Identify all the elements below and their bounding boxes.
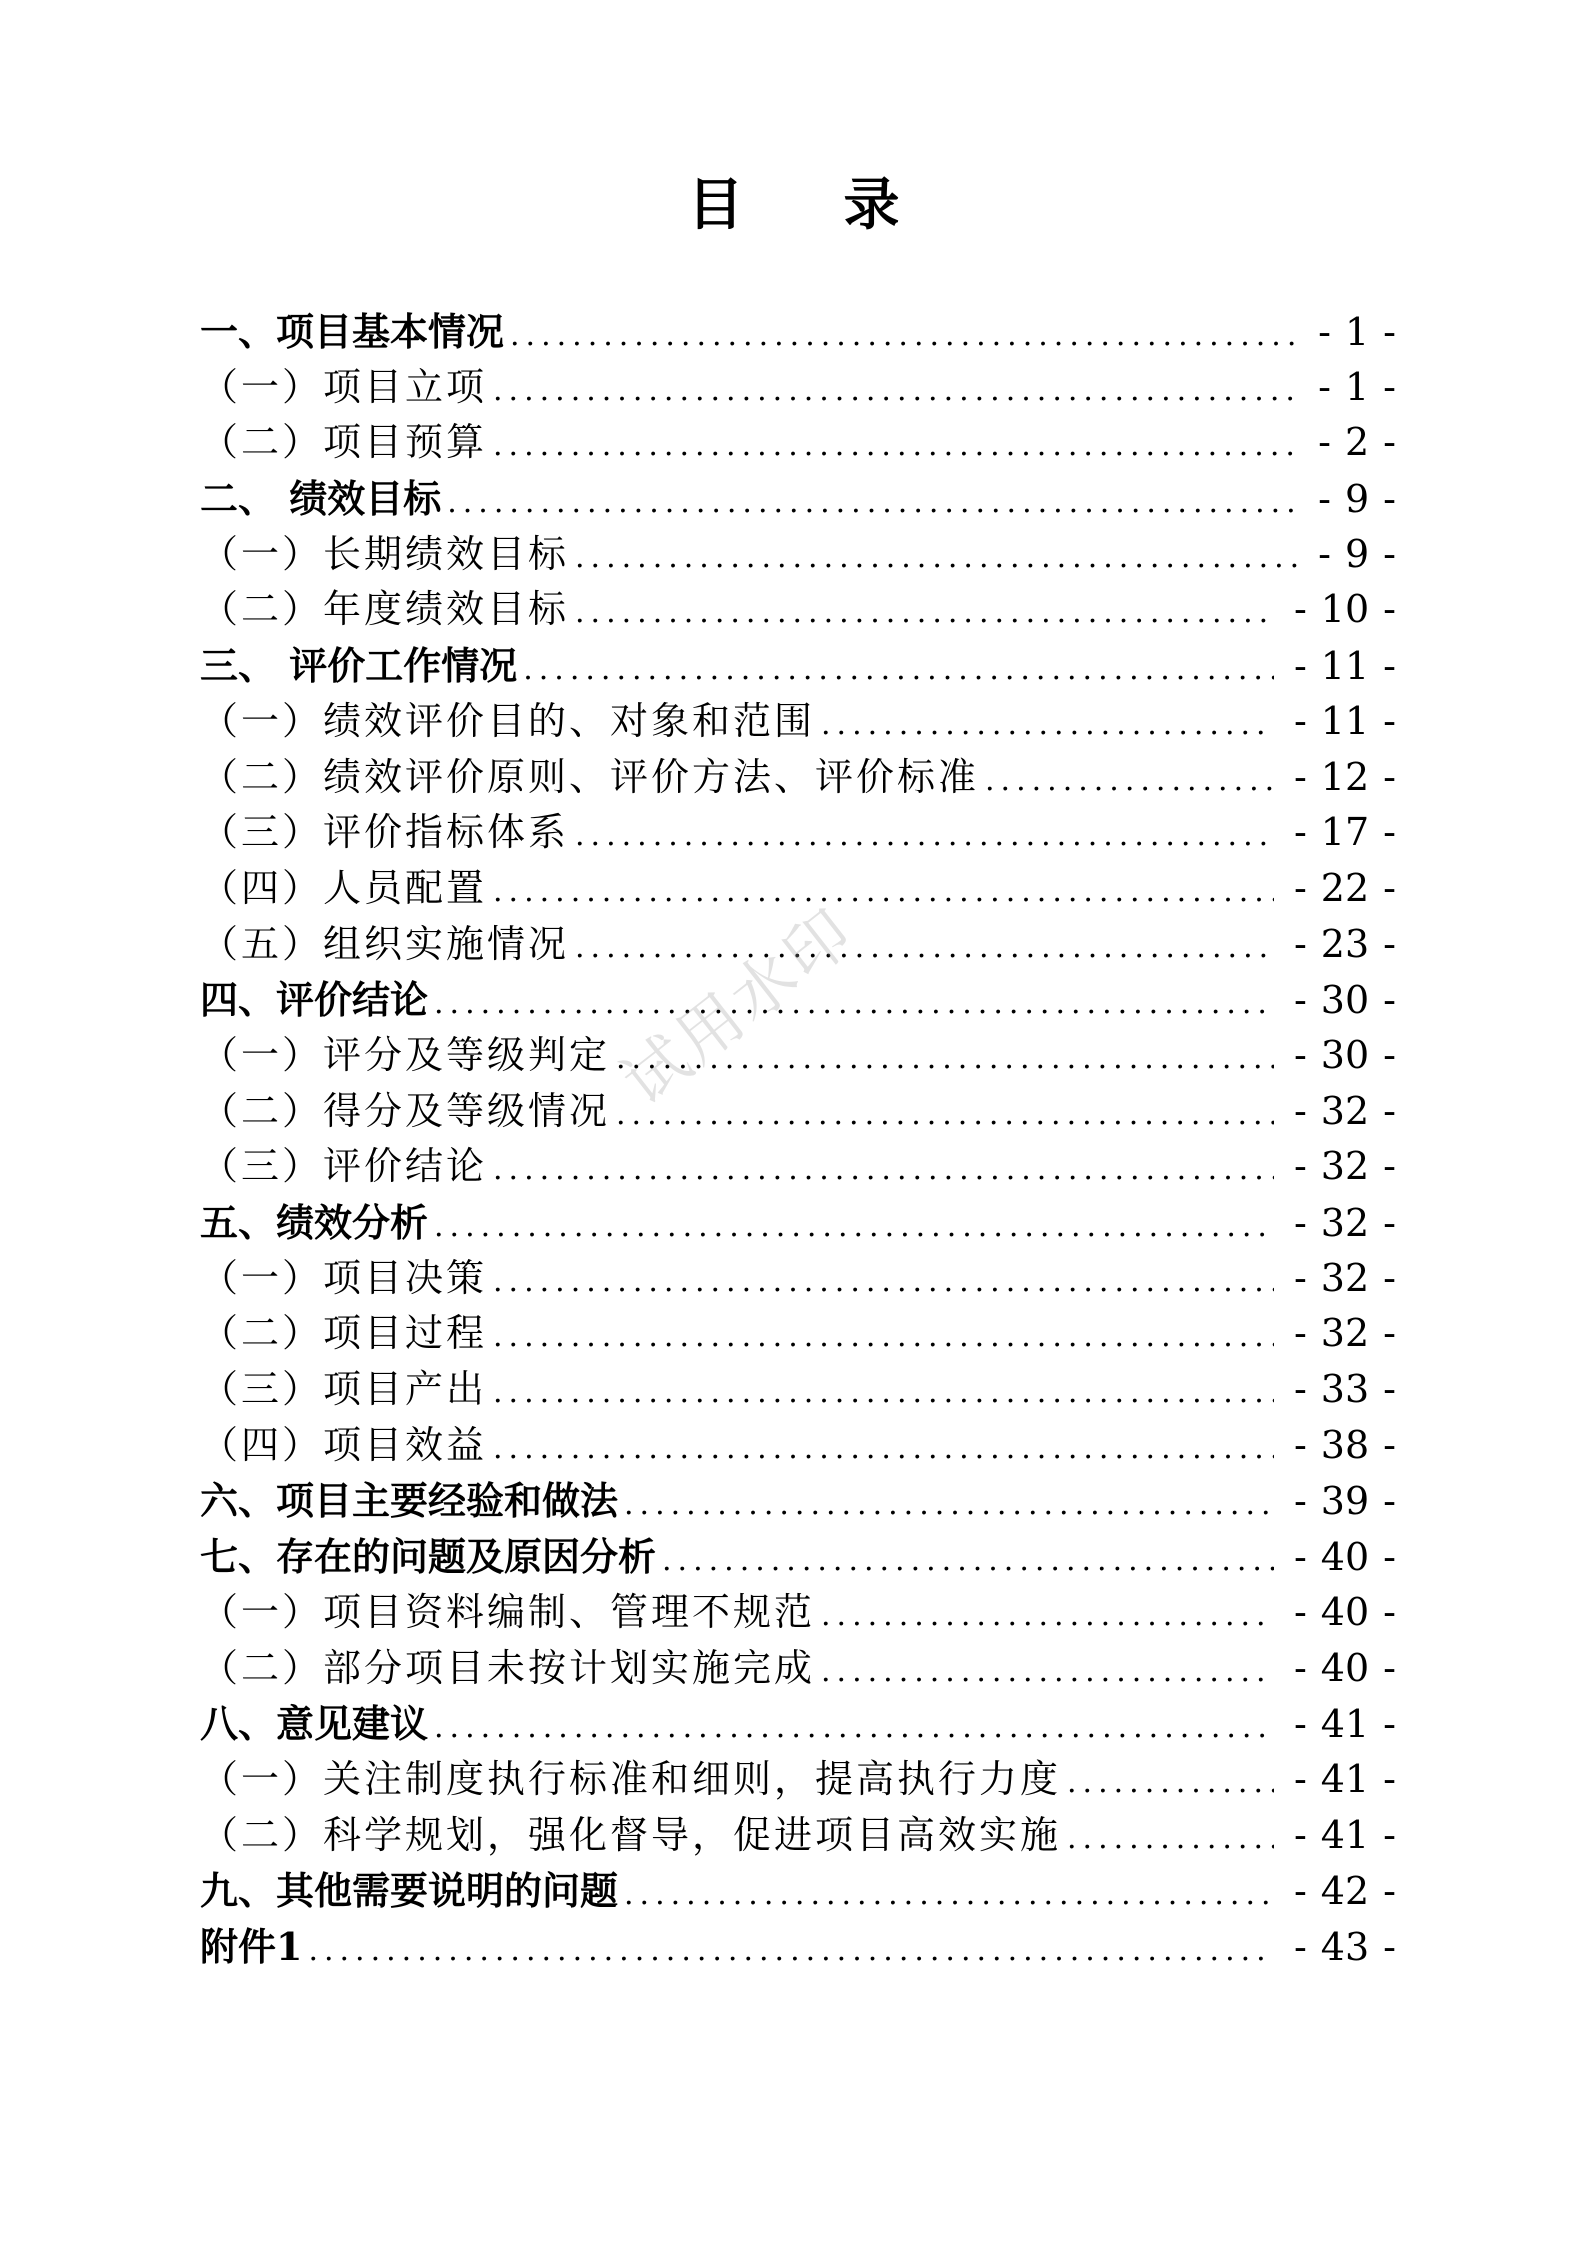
toc-entry[interactable] bbox=[200, 1139, 1410, 1195]
toc-entry-label: （二）得分及等级情况 bbox=[200, 1088, 611, 1133]
toc-entry[interactable] bbox=[200, 638, 1410, 694]
page-number: 32 bbox=[1320, 1088, 1370, 1133]
page-dash-prefix: - bbox=[1293, 865, 1307, 910]
toc-entry-label: 六、项目主要经验和做法 bbox=[200, 1478, 619, 1524]
toc-entry[interactable] bbox=[200, 1084, 1410, 1140]
toc-entry[interactable] bbox=[200, 805, 1410, 861]
page-dash-suffix: - bbox=[1383, 1812, 1396, 1857]
page-dash-suffix: - bbox=[1383, 1924, 1396, 1969]
toc-entry-page-number bbox=[1280, 917, 1410, 973]
page-dash-prefix: - bbox=[1293, 1201, 1307, 1245]
page-dash-prefix: - bbox=[1293, 1088, 1307, 1133]
page-dash-prefix: - bbox=[1293, 1032, 1307, 1077]
toc-entry-page-number bbox=[1280, 1585, 1410, 1641]
toc-entry[interactable] bbox=[200, 582, 1410, 638]
toc-entry[interactable] bbox=[200, 1028, 1410, 1084]
toc-entry-label: 八、意见建议 bbox=[200, 1701, 429, 1747]
page-dash-prefix: - bbox=[1293, 1311, 1307, 1356]
page-number: 41 bbox=[1320, 1756, 1370, 1801]
toc-entry-label: （三）项目产出 bbox=[200, 1367, 488, 1412]
page-dash-prefix: - bbox=[1318, 364, 1331, 409]
toc-dot-leader bbox=[493, 363, 1298, 419]
toc-dot-leader bbox=[1067, 1755, 1274, 1811]
toc-entry-page-number bbox=[1280, 1641, 1410, 1697]
toc-dot-leader bbox=[434, 1199, 1274, 1255]
toc-entry-label: （二）项目预算 bbox=[200, 420, 488, 465]
toc-entry-page-number bbox=[1280, 639, 1410, 695]
page-dash-prefix: - bbox=[1293, 644, 1307, 689]
toc-entry[interactable] bbox=[200, 750, 1410, 806]
toc-title-char-1: 目 bbox=[687, 172, 744, 238]
toc-dot-leader bbox=[308, 1923, 1274, 1979]
page-number: 41 bbox=[1320, 1702, 1370, 1747]
page-number: 42 bbox=[1320, 1869, 1370, 1914]
page-dash-suffix: - bbox=[1383, 1367, 1396, 1412]
toc-entry-page-number bbox=[1280, 1251, 1410, 1307]
toc-dot-leader bbox=[821, 1588, 1274, 1644]
toc-dot-leader bbox=[434, 976, 1274, 1032]
page-dash-suffix: - bbox=[1383, 1535, 1396, 1580]
toc-entry-page-number bbox=[1280, 1752, 1410, 1808]
page-dash-suffix: - bbox=[1383, 865, 1396, 910]
toc-dot-leader bbox=[493, 1365, 1274, 1421]
page-dash-prefix: - bbox=[1293, 1869, 1307, 1914]
toc-entry-label: 三、 评价工作情况 bbox=[200, 643, 518, 689]
page-number: 32 bbox=[1320, 1201, 1370, 1245]
toc-dot-leader bbox=[624, 1867, 1274, 1923]
toc-entry-label: （二）部分项目未按计划实施完成 bbox=[200, 1645, 816, 1690]
toc-entry[interactable] bbox=[200, 1418, 1410, 1474]
toc-entry-page-number bbox=[1280, 973, 1410, 1029]
toc-entry[interactable] bbox=[200, 471, 1410, 527]
toc-entry-page-number bbox=[1280, 582, 1410, 638]
toc-entry-page-number bbox=[1280, 861, 1410, 917]
page-number: 23 bbox=[1320, 921, 1370, 966]
toc-dot-leader bbox=[1067, 1811, 1274, 1867]
page-number: 1 bbox=[1344, 364, 1370, 409]
page-dash-prefix: - bbox=[1293, 698, 1307, 743]
page-dash-prefix: - bbox=[1293, 978, 1307, 1023]
toc-entry-label: （二）年度绩效目标 bbox=[200, 587, 570, 632]
toc-entry-label: （三）评价结论 bbox=[200, 1144, 488, 1189]
toc-entry-page-number bbox=[1280, 1084, 1410, 1140]
page-dash-prefix: - bbox=[1293, 1144, 1307, 1189]
toc-dot-leader bbox=[616, 1031, 1274, 1087]
page-dash-prefix: - bbox=[1293, 754, 1307, 799]
toc-entry-page-number bbox=[1280, 1139, 1410, 1195]
toc-entry[interactable] bbox=[200, 1919, 1410, 1975]
page-number: 12 bbox=[1320, 754, 1370, 799]
toc-entry-page-number bbox=[1280, 1028, 1410, 1084]
page-dash-prefix: - bbox=[1293, 587, 1307, 632]
toc-entry-label: （一）绩效评价目的、对象和范围 bbox=[200, 698, 816, 743]
page-dash-suffix: - bbox=[1383, 1756, 1396, 1801]
page-number: 11 bbox=[1320, 644, 1370, 689]
toc-dot-leader bbox=[493, 1309, 1274, 1365]
toc-dot-leader bbox=[821, 1644, 1274, 1700]
page-number: 32 bbox=[1320, 1255, 1370, 1300]
page-dash-suffix: - bbox=[1383, 1645, 1396, 1690]
page-dash-suffix: - bbox=[1383, 644, 1396, 689]
toc-entry-label: （一）关注制度执行标准和细则，提高执行力度 bbox=[200, 1756, 1062, 1801]
toc-entry-label: （二）科学规划，强化督导，促进项目高效实施 bbox=[200, 1812, 1062, 1857]
toc-entry[interactable] bbox=[200, 360, 1410, 416]
page-dash-prefix: - bbox=[1293, 1535, 1307, 1580]
toc-entry-label: （二）项目过程 bbox=[200, 1311, 488, 1356]
page-dash-suffix: - bbox=[1383, 531, 1396, 576]
toc-entry-page-number bbox=[1304, 305, 1410, 361]
page-dash-suffix: - bbox=[1383, 1869, 1396, 1914]
page-dash-suffix: - bbox=[1383, 1589, 1396, 1634]
toc-entry-page-number bbox=[1280, 1418, 1410, 1474]
page-number: 33 bbox=[1320, 1367, 1370, 1412]
page-number: 38 bbox=[1320, 1422, 1370, 1467]
toc-dot-leader bbox=[434, 1700, 1274, 1756]
toc-dot-leader bbox=[575, 585, 1274, 641]
page-dash-suffix: - bbox=[1383, 1422, 1396, 1467]
page-dash-prefix: - bbox=[1293, 1702, 1307, 1747]
toc-entry-label: 一、项目基本情况 bbox=[200, 309, 505, 354]
toc-entry-label: （二）绩效评价原则、评价方法、评价标准 bbox=[200, 754, 980, 799]
page-dash-suffix: - bbox=[1383, 754, 1396, 799]
toc-entry-label: （一）长期绩效目标 bbox=[200, 531, 570, 576]
page-dash-prefix: - bbox=[1318, 531, 1331, 576]
page-dash-prefix: - bbox=[1293, 1422, 1307, 1467]
toc-dot-leader bbox=[575, 920, 1274, 976]
toc-entry[interactable] bbox=[200, 415, 1410, 471]
page-number: 40 bbox=[1320, 1535, 1370, 1580]
toc-dot-leader bbox=[523, 642, 1274, 698]
page-number: 32 bbox=[1320, 1144, 1370, 1189]
toc-dot-leader bbox=[510, 308, 1298, 364]
toc-entry[interactable] bbox=[200, 1473, 1410, 1529]
toc-entry-page-number bbox=[1280, 1920, 1410, 1976]
toc-entry[interactable] bbox=[200, 304, 1410, 360]
toc-entry-page-number bbox=[1304, 360, 1410, 416]
toc-entry[interactable] bbox=[200, 972, 1410, 1028]
page-number: 40 bbox=[1320, 1589, 1370, 1634]
page-dash-prefix: - bbox=[1293, 1367, 1307, 1412]
toc-entry-label: （一）评分及等级判定 bbox=[200, 1032, 611, 1077]
page-dash-prefix: - bbox=[1293, 1756, 1307, 1801]
page-dash-prefix: - bbox=[1293, 1812, 1307, 1857]
toc-dot-leader bbox=[575, 530, 1298, 586]
page-dash-suffix: - bbox=[1383, 1311, 1396, 1356]
toc-entry[interactable] bbox=[200, 1251, 1410, 1307]
page-dash-prefix: - bbox=[1293, 1255, 1307, 1300]
page-number: 9 bbox=[1344, 477, 1370, 522]
toc-entry-page-number bbox=[1280, 1196, 1410, 1252]
toc-entry-page-number bbox=[1280, 805, 1410, 861]
page-dash-prefix: - bbox=[1293, 1645, 1307, 1690]
page-dash-suffix: - bbox=[1383, 477, 1396, 522]
page-number: 32 bbox=[1320, 1311, 1370, 1356]
page-dash-suffix: - bbox=[1383, 1144, 1396, 1189]
toc-dot-leader bbox=[447, 475, 1298, 531]
toc-dot-leader bbox=[493, 418, 1298, 474]
page-dash-suffix: - bbox=[1383, 1088, 1396, 1133]
toc-entry-label: 七、存在的问题及原因分析 bbox=[200, 1534, 657, 1580]
toc-entry-label: 九、其他需要说明的问题 bbox=[200, 1868, 619, 1914]
toc-entry-page-number bbox=[1304, 527, 1410, 583]
toc-entry-label: （一）项目立项 bbox=[200, 364, 488, 409]
toc-entry-label: （四）人员配置 bbox=[200, 865, 488, 910]
page-number: 17 bbox=[1320, 810, 1370, 855]
page-dash-suffix: - bbox=[1383, 1032, 1396, 1077]
toc-title-char-2: 录 bbox=[843, 172, 900, 238]
toc-entry-page-number bbox=[1280, 1864, 1410, 1920]
page-dash-suffix: - bbox=[1383, 698, 1396, 743]
page-number: 30 bbox=[1320, 978, 1370, 1023]
page-dash-suffix: - bbox=[1383, 1702, 1396, 1747]
page-dash-prefix: - bbox=[1293, 810, 1307, 855]
page-dash-suffix: - bbox=[1383, 1201, 1396, 1245]
toc-entry[interactable] bbox=[200, 1529, 1410, 1585]
page-dash-suffix: - bbox=[1383, 310, 1396, 354]
toc-entry-page-number bbox=[1280, 1808, 1410, 1864]
page-number: 2 bbox=[1344, 420, 1370, 465]
toc-entry-page-number bbox=[1280, 1697, 1410, 1753]
toc-entry-label: 二、 绩效目标 bbox=[200, 476, 442, 522]
page-dash-suffix: - bbox=[1383, 587, 1396, 632]
page-number: 10 bbox=[1320, 587, 1370, 632]
page-dash-prefix: - bbox=[1293, 1479, 1307, 1524]
toc-entry[interactable] bbox=[200, 1585, 1410, 1641]
toc-dot-leader bbox=[493, 1421, 1274, 1477]
page-dash-prefix: - bbox=[1293, 1924, 1307, 1969]
toc-entry-label: 五、绩效分析 bbox=[200, 1200, 429, 1245]
page-number: 40 bbox=[1320, 1645, 1370, 1690]
toc-entry[interactable] bbox=[200, 527, 1410, 583]
toc-entry-label: （一）项目决策 bbox=[200, 1255, 488, 1300]
toc-dot-leader bbox=[493, 864, 1274, 920]
toc-dot-leader bbox=[985, 753, 1274, 809]
toc-entry-label: （四）项目效益 bbox=[200, 1422, 488, 1467]
toc-entry[interactable] bbox=[200, 861, 1410, 917]
toc-entry[interactable] bbox=[200, 1752, 1410, 1808]
toc-entry[interactable] bbox=[200, 1641, 1410, 1697]
toc-entry-page-number bbox=[1304, 472, 1410, 528]
toc-entry[interactable] bbox=[200, 1306, 1410, 1362]
toc-entry[interactable] bbox=[200, 1362, 1410, 1418]
page-dash-suffix: - bbox=[1383, 364, 1396, 409]
toc-entry-page-number bbox=[1280, 1530, 1410, 1586]
toc-entry-page-number bbox=[1280, 750, 1410, 806]
toc-entry-label: （三）评价指标体系 bbox=[200, 810, 570, 855]
page-dash-prefix: - bbox=[1318, 310, 1331, 354]
toc-entry[interactable] bbox=[200, 1696, 1410, 1752]
toc-list bbox=[200, 304, 1410, 1975]
toc-entry-page-number bbox=[1280, 1362, 1410, 1418]
page-dash-suffix: - bbox=[1383, 978, 1396, 1023]
toc-dot-leader bbox=[624, 1477, 1274, 1533]
toc-entry-page-number bbox=[1280, 1306, 1410, 1362]
page-number: 30 bbox=[1320, 1032, 1370, 1077]
toc-entry-label: 四、评价结论 bbox=[200, 977, 429, 1023]
toc-entry[interactable] bbox=[200, 1863, 1410, 1919]
page-number: 1 bbox=[1344, 310, 1370, 354]
toc-title bbox=[0, 165, 1587, 245]
page-dash-suffix: - bbox=[1383, 810, 1396, 855]
page-dash-suffix: - bbox=[1383, 1479, 1396, 1524]
toc-entry-page-number bbox=[1280, 1474, 1410, 1530]
page-number: 43 bbox=[1320, 1924, 1370, 1969]
toc-entry-label: （五）组织实施情况 bbox=[200, 921, 570, 966]
page-dash-prefix: - bbox=[1293, 921, 1307, 966]
page-dash-prefix: - bbox=[1318, 420, 1331, 465]
page-number: 41 bbox=[1320, 1812, 1370, 1857]
toc-entry-label: （一）项目资料编制、管理不规范 bbox=[200, 1589, 816, 1634]
toc-entry[interactable] bbox=[200, 1808, 1410, 1864]
toc-entry[interactable] bbox=[200, 1195, 1410, 1251]
page-dash-suffix: - bbox=[1383, 420, 1396, 465]
toc-dot-leader bbox=[821, 697, 1274, 753]
toc-entry[interactable] bbox=[200, 917, 1410, 973]
page-dash-suffix: - bbox=[1383, 921, 1396, 966]
page-number: 11 bbox=[1320, 698, 1370, 743]
toc-dot-leader bbox=[616, 1087, 1274, 1143]
page-number: 9 bbox=[1344, 531, 1370, 576]
toc-dot-leader bbox=[493, 1254, 1274, 1310]
toc-dot-leader bbox=[662, 1533, 1274, 1589]
toc-entry-page-number bbox=[1280, 694, 1410, 750]
page-dash-prefix: - bbox=[1318, 477, 1331, 522]
toc-entry[interactable] bbox=[200, 694, 1410, 750]
toc-entry-page-number bbox=[1304, 415, 1410, 471]
page-number: 39 bbox=[1320, 1479, 1370, 1524]
watermark: 试用水印 bbox=[609, 894, 870, 1121]
toc-dot-leader bbox=[493, 1142, 1274, 1198]
page-dash-suffix: - bbox=[1383, 1255, 1396, 1300]
page-number: 22 bbox=[1320, 865, 1370, 910]
page-dash-prefix: - bbox=[1293, 1589, 1307, 1634]
toc-dot-leader bbox=[575, 808, 1274, 864]
toc-entry-label: 附件1 bbox=[200, 1923, 303, 1969]
